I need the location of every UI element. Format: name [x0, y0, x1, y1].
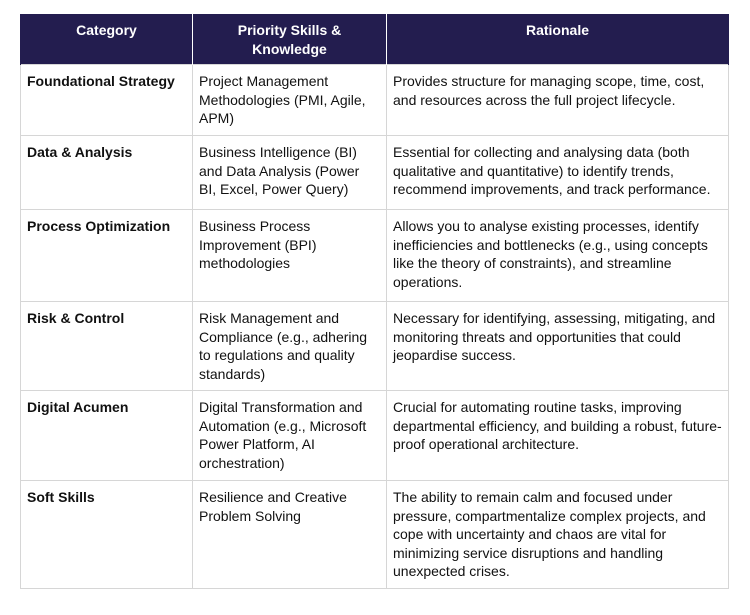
table-row: [21, 302, 729, 391]
skills-cell: Resilience and Creative Problem Solving: [193, 481, 387, 589]
table-row: [21, 481, 729, 589]
header-category: Category: [21, 14, 193, 65]
rationale-cell: Allows you to analyse existing processes, identify inefficiencies and bottlenecks (e.g., using concepts like the theory of constraints), and streamline operations.: [387, 210, 729, 302]
skills-cell: Project Management Methodologies (PMI, Agile, APM): [193, 65, 387, 136]
skills-cell: Risk Management and Compliance (e.g., adhering to regulations and quality standards): [193, 302, 387, 391]
skills-cell: Business Intelligence (BI) and Data Analysis (Power BI, Excel, Power Query): [193, 136, 387, 210]
rationale-cell: Provides structure for managing scope, time, cost, and resources across the full project lifecycle.: [387, 65, 729, 136]
header-rationale: Rationale: [387, 14, 729, 65]
table-row: [21, 136, 729, 210]
rationale-cell: Necessary for identifying, assessing, mitigating, and monitoring threats and opportunities that could jeopardise success.: [387, 302, 729, 391]
category-cell: Foundational Strategy: [21, 65, 193, 136]
skills-cell: Digital Transformation and Automation (e.g., Microsoft Power Platform, AI orchestration): [193, 391, 387, 481]
table-header-row: [21, 14, 729, 65]
table-row: [21, 65, 729, 136]
category-cell: Soft Skills: [21, 481, 193, 589]
skills-table: [20, 14, 729, 589]
header-priority-skills: Priority Skills & Knowledge: [193, 14, 387, 65]
skills-cell: Business Process Improvement (BPI) methodologies: [193, 210, 387, 302]
table-row: [21, 391, 729, 481]
rationale-cell: Essential for collecting and analysing data (both qualitative and quantitative) to identify trends, recommend improvements, and track performance.: [387, 136, 729, 210]
category-cell: Digital Acumen: [21, 391, 193, 481]
category-cell: Risk & Control: [21, 302, 193, 391]
category-cell: Process Optimization: [21, 210, 193, 302]
table-row: [21, 210, 729, 302]
rationale-cell: The ability to remain calm and focused under pressure, compartmentalize complex projects, and cope with uncertainty and chaos are vital for minimizing service disruptions and handling unexpected crises.: [387, 481, 729, 589]
rationale-cell: Crucial for automating routine tasks, improving departmental efficiency, and building a robust, future-proof operational architecture.: [387, 391, 729, 481]
category-cell: Data & Analysis: [21, 136, 193, 210]
